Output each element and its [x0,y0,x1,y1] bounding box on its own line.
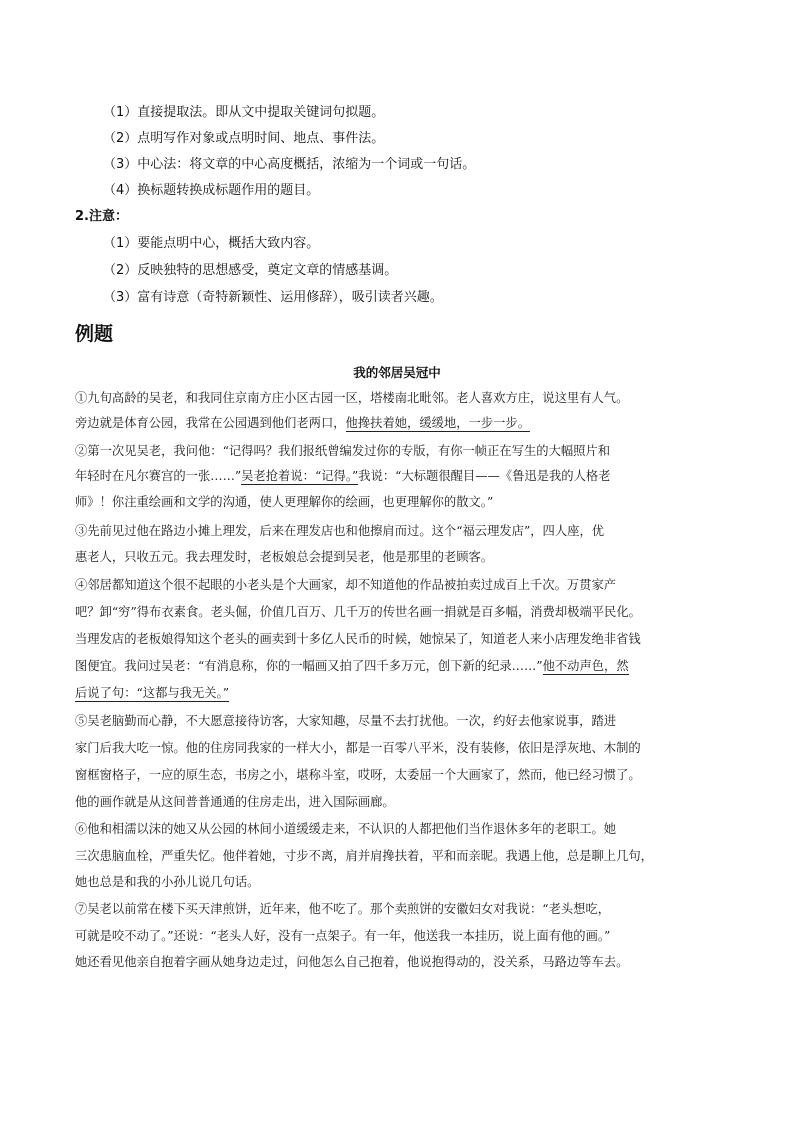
article-line: 师》！你注重绘画和文学的沟通，使人更理解你的绘画，也更理解你的散文。” [75,495,494,509]
note-item: （3）富有诗意（奇特新颖性、运用修辞），吸引读者兴趣。 [103,290,443,305]
article-line: ⑤吴老脑勤而心静，不大愿意接待访客，大家知趣，尽量不去打扰他。一次，约好去他家说事，踏进 [75,714,617,728]
article-title: 我的邻居吴冠中 [353,365,441,380]
section-title: 例题 [75,323,114,345]
article-line: 可就是咬不动了。”还说：“老头人好，没有一点架子。有一年，他送我一本挂历，说上面有他的画。” [75,929,611,943]
underlined-phrase: 他搀扶着她，缓缓地，一步一步。 [345,416,531,430]
article-line: ④邻居都知道这个很不起眼的小老头是个大画家，却不知道他的作品被拍卖过成百上千次。万贯家产 [75,578,617,592]
article-line: 她也总是和我的小孙儿说几句话。 [75,875,260,889]
article-line: 惠老人，只收五元。我去理发时，老板娘总会提到吴老，他是那里的老顾客。 [75,550,494,564]
underlined-phrase: 吴老抢着说：“记得。” [241,469,359,483]
article-line: 年轻时在凡尔赛宫的一张……”吴老抢着说：“记得。”我说：“大标题很醒目——《鲁迅是我的人格老 [75,469,611,483]
article-line: 三次患脑血栓，严重失忆。他伴着她，寸步不离，肩并肩搀扶着，平和而亲昵。我遇上他，总是聊上几句， [75,849,653,863]
article-line: 他的画作就是从这间普普通通的住房走出，进入国际画廊。 [75,795,395,809]
article-line: 图便宜。我问过吴老：“有消息称，你的一幅画又拍了四千多万元，创下新的纪录……”他不动声色，然 [75,659,629,673]
article-line: ⑥他和相濡以沫的她又从公园的林间小道缓缓走来，不认识的人都把他们当作退休多年的老职工。她 [75,822,617,836]
method-item: （2）点明写作对象或点明时间、地点、事件法。 [103,131,385,146]
article-line [75,684,229,702]
note-item: （2）反映独特的思想感受，奠定文章的情感基调。 [103,263,398,278]
method-item: （4）换标题转换成标题作用的题目。 [103,183,320,198]
note-item: （1）要能点明中心，概括大致内容。 [103,236,320,251]
method-item: （1）直接提取法。即从文中提取关键词句拟题。 [103,105,385,120]
article-line: 旁边就是体育公园，我常在公园遇到他们老两口，他搀扶着她，缓缓地，一步一步。 [75,416,531,430]
article-line: ③先前见过他在路边小摊上理发，后来在理发店也和他擦肩而过。这个“福云理发店”，四人座，优 [75,524,605,538]
article-line: 窗框窗格子，一应的原生态，书房之小，堪称斗室，哎呀，太委屈一个大画家了，然而，他已经习惯了。 [75,768,641,782]
article-line: 吧？卸“穷”得布衣素食。老头倔，价值几百万、几千万的传世名画一捐就是百多幅，消费却极端平民化。 [75,605,641,619]
article-line: 家门后我大吃一惊。他的住房同我家的一样大小，都是一百零八平米，没有装修，依旧是浮灰地、木制的 [75,741,641,755]
underlined-phrase: 后说了句：“这都与我无关。” [75,686,229,700]
underlined-phrase: 他不动声色，然 [542,659,629,673]
article-line: ①九旬高龄的吴老，和我同住京南方庄小区古园一区，塔楼南北毗邻。老人喜欢方庄，说这里有人气。 [75,391,629,405]
note-heading: 2.注意： [75,209,128,224]
article-line: ⑦吴老以前常在楼下买天津煎饼，近年来，他不吃了。那个卖煎饼的安徽妇女对我说：“老头想吃， [75,902,611,916]
method-item: （3）中心法：将文章的中心高度概括，浓缩为一个词或一句话。 [103,157,476,172]
article-line: ②第一次见吴老，我问他：“记得吗？我们报纸曾编发过你的专版，有你一帧正在写生的大幅照片和 [75,444,611,458]
article-line: 她还看见他亲自抱着字画从她身边走过，问他怎么自己抱着，他说抱得动的，没关系，马路边等车去。 [75,955,629,969]
article-line: 当理发店的老板娘得知这个老头的画卖到十多亿人民币的时候，她惊呆了，知道老人来小店理发绝非省钱 [75,632,641,646]
